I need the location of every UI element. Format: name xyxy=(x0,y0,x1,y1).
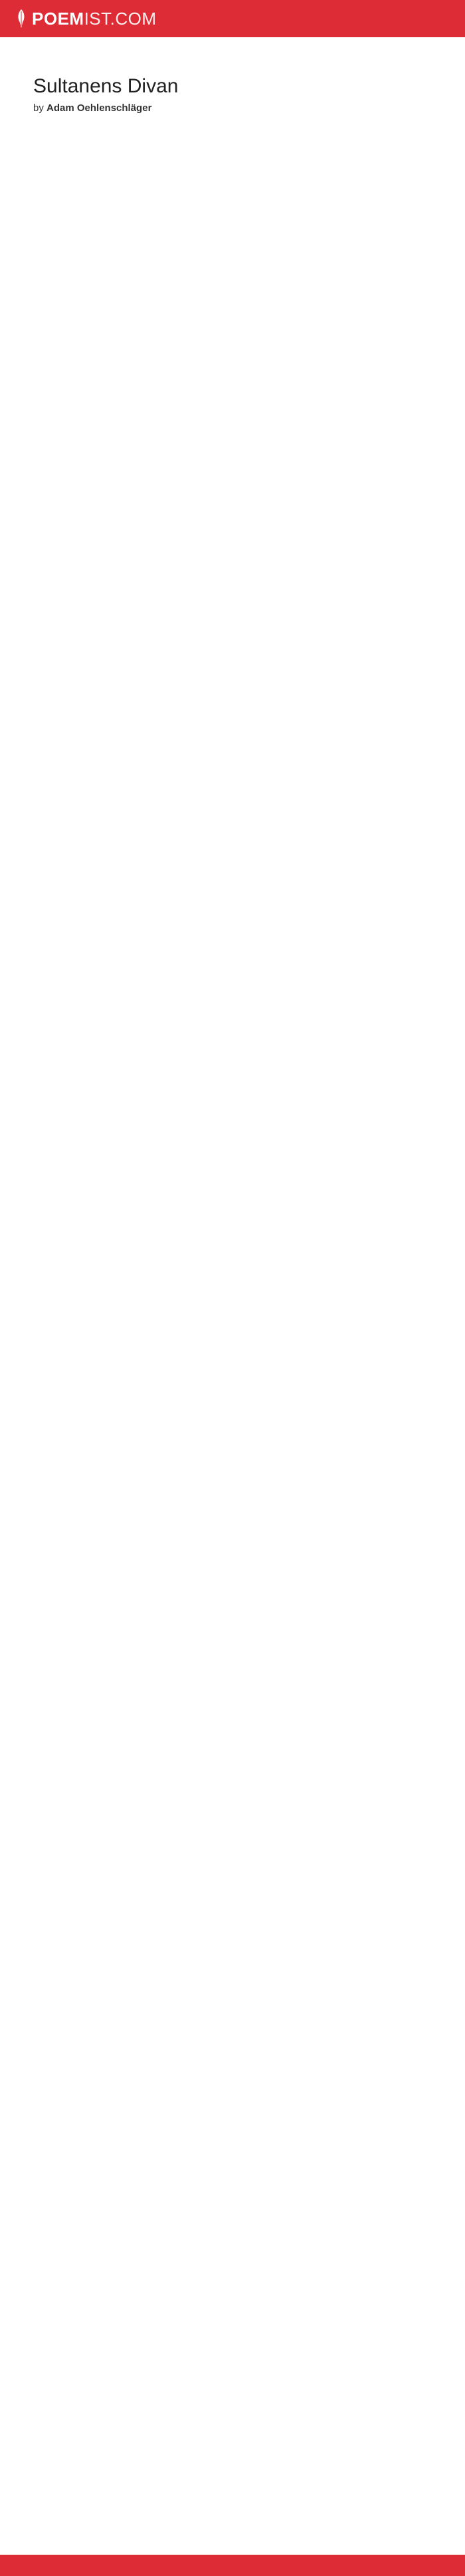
author-link[interactable]: Adam Oehlenschläger xyxy=(46,102,152,114)
site-logo-text xyxy=(32,9,157,29)
site-logo-link[interactable] xyxy=(16,9,157,29)
quill-icon xyxy=(16,9,27,29)
page-footer xyxy=(0,2555,465,2576)
poem-content xyxy=(33,74,432,146)
top-bar xyxy=(0,0,465,37)
logo-bold-part: POEM xyxy=(32,8,84,29)
byline-prefix: by xyxy=(33,102,44,114)
poem-byline xyxy=(33,102,432,114)
logo-light-part: IST.COM xyxy=(84,8,157,29)
poem-title: Sultanens Divan xyxy=(33,75,179,97)
